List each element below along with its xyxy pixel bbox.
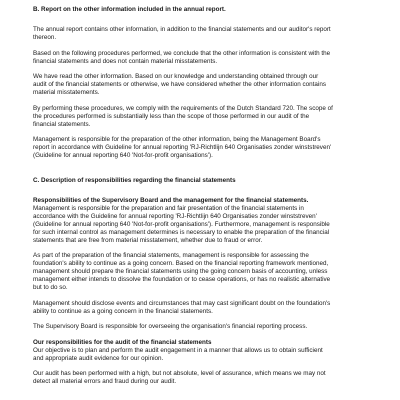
section-b-paragraph [33, 105, 380, 129]
section-c-paragraph [33, 339, 380, 363]
text-line: material misstatements. [33, 89, 100, 96]
text-line: Management should disclose events and circumstances that may cast significant doubt on the foundation's [33, 299, 331, 307]
text-line: By performing these procedures, we comply with the requirements of the Dutch Standard 720. The scope of [33, 104, 333, 112]
text-line: management either intends to dissolve the foundation or to cease operations, or has no realistic alternative [33, 276, 331, 283]
text-line: Management is responsible for the preparation and fair presentation of the financial statements in [33, 204, 304, 212]
section-b-paragraph [33, 136, 380, 160]
text-line: thereon. [33, 34, 57, 41]
text-line: foundation's ability to continue as a going concern. Based on the financial reporting framework mentioned, [33, 260, 329, 267]
text-line: and appropriate audit evidence for our opinion. [33, 354, 164, 362]
section-b-heading: B. Report on the other information included in the annual report. [33, 6, 226, 13]
section-b-paragraph [33, 73, 380, 97]
section-c-paragraph [33, 252, 380, 292]
subheading: Our responsibilities for the audit of the financial statements [33, 338, 212, 346]
text-line: statements that are free from material misstatement, whether due to fraud or error. [33, 236, 263, 244]
text-line: the procedures performed is substantially less than the scope of those performed in our audit of the [33, 112, 310, 120]
text-line: audit of the financial statements or otherwise, we have considered whether the other information contains [33, 81, 326, 88]
text-line: (Guideline for annual reporting 640 'Not-for-profit organisations'). [33, 152, 213, 159]
section-c-heading: C. Description of responsibilities regarding the financial statements [33, 176, 236, 184]
text-line: financial statements and does not contain material misstatements. [33, 57, 218, 65]
text-line: The annual report contains other information, in addition to the financial statements and our auditor's report [33, 26, 331, 33]
text-line: accordance with the Guideline for annual reporting 'RJ-Richtlijn 640 Organisaties zonder winststreven' [33, 212, 317, 220]
text-line: (Guideline for annual reporting 640 'Not-for-profit organisations'). Furthermore, management is responsible [33, 220, 330, 228]
text-line: As part of the preparation of the financial statements, management is responsible for assessing the [33, 252, 309, 259]
text-line: Management is responsible for the preparation of the other information, being the Management Board's [33, 136, 321, 143]
text-line: The Supervisory Board is responsible for overseeing the organisation's financial reporting process. [33, 323, 308, 330]
text-line: ability to continue as a going concern in the financial statements. [33, 307, 213, 315]
text-line: for such internal control as management determines is necessary to enable the preparation of the financial [33, 228, 330, 236]
text-line: financial statements. [33, 120, 91, 128]
section-c-paragraph [33, 300, 380, 316]
subheading: Responsibilities of the Supervisory Board and the management for the financial statements. [33, 196, 309, 204]
section-b-paragraph [33, 26, 380, 42]
text-line: detect all material errors and fraud during our audit. [33, 378, 177, 385]
section-b-paragraph [33, 50, 380, 66]
section-c-paragraph [33, 197, 380, 245]
text-line: management should prepare the financial statements using the going concern basis of accounting, unless [33, 268, 328, 275]
text-line: report in accordance with Guideline for annual reporting 'RJ-Richtlijn 640 Organisaties zonder winststreven' [33, 144, 332, 151]
section-c-paragraph [33, 370, 380, 386]
text-line: We have read the other information. Based on our knowledge and understanding obtained through our [33, 73, 319, 80]
section-spacer [33, 168, 380, 177]
text-line: Based on the following procedures performed, we conclude that the other information is consistent with the [33, 49, 331, 57]
text-line: but to do so. [33, 284, 68, 291]
text-line: Our audit has been performed with a high, but not absolute, level of assurance, which means we may not [33, 370, 326, 377]
text-line: Our objective is to plan and perform the audit engagement in a manner that allows us to obtain sufficient [33, 346, 323, 354]
section-c-paragraph [33, 323, 380, 331]
